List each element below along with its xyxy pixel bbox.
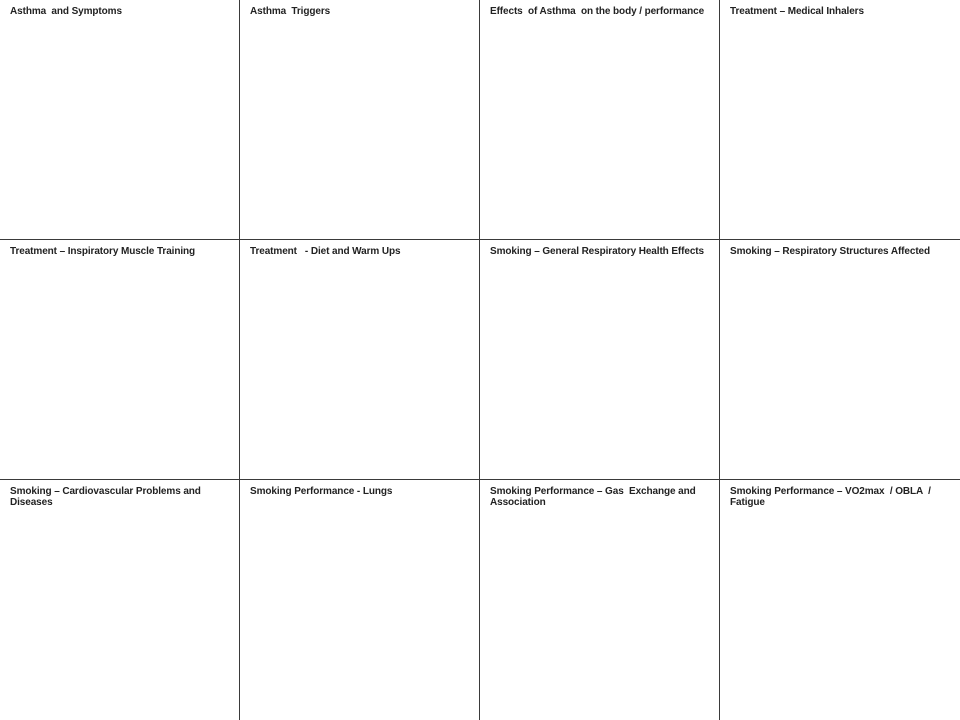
- cell-title: Asthma Triggers: [250, 6, 331, 17]
- cell-title: Smoking Performance - Lungs: [250, 486, 393, 497]
- cell-smoking-structures[interactable]: [720, 240, 960, 480]
- cell-title: Smoking Performance – VO2max / OBLA / Fatigue: [730, 486, 931, 508]
- cell-smoking-general-effects[interactable]: [480, 240, 720, 480]
- cell-inspiratory-muscle-training[interactable]: [0, 240, 240, 480]
- cell-asthma-effects[interactable]: [480, 0, 720, 240]
- cell-diet-warm-ups[interactable]: [240, 240, 480, 480]
- cell-smoking-gas-exchange[interactable]: [480, 480, 720, 720]
- writing-area[interactable]: [720, 264, 960, 479]
- cell-smoking-cardiovascular[interactable]: [0, 480, 240, 720]
- writing-area[interactable]: [240, 504, 479, 720]
- cell-title: Asthma and Symptoms: [10, 6, 122, 17]
- writing-area[interactable]: [480, 504, 719, 720]
- writing-area[interactable]: [0, 504, 239, 720]
- cell-title: Smoking – General Respiratory Health Effects: [490, 246, 705, 257]
- writing-area[interactable]: [480, 24, 719, 239]
- cell-title: Smoking Performance – Gas Exchange and Association: [490, 486, 696, 508]
- cell-title: Treatment – Inspiratory Muscle Training: [10, 246, 196, 257]
- cell-title: Smoking – Respiratory Structures Affected: [730, 246, 931, 257]
- writing-area[interactable]: [0, 264, 239, 479]
- cell-title: Treatment - Diet and Warm Ups: [250, 246, 401, 257]
- cell-title: Smoking – Cardiovascular Problems and Diseases: [10, 486, 201, 508]
- writing-area[interactable]: [0, 24, 239, 239]
- cell-asthma-symptoms[interactable]: [0, 0, 240, 240]
- writing-area[interactable]: [240, 24, 479, 239]
- writing-area[interactable]: [720, 24, 960, 239]
- writing-area[interactable]: [240, 264, 479, 479]
- cell-medical-inhalers[interactable]: [720, 0, 960, 240]
- cell-title: Treatment – Medical Inhalers: [730, 6, 864, 17]
- cell-smoking-vo2max[interactable]: [720, 480, 960, 720]
- cell-smoking-lungs[interactable]: [240, 480, 480, 720]
- writing-area[interactable]: [480, 264, 719, 479]
- writing-area[interactable]: [720, 504, 960, 720]
- cell-asthma-triggers[interactable]: [240, 0, 480, 240]
- cell-title: Effects of Asthma on the body / performance: [490, 6, 705, 17]
